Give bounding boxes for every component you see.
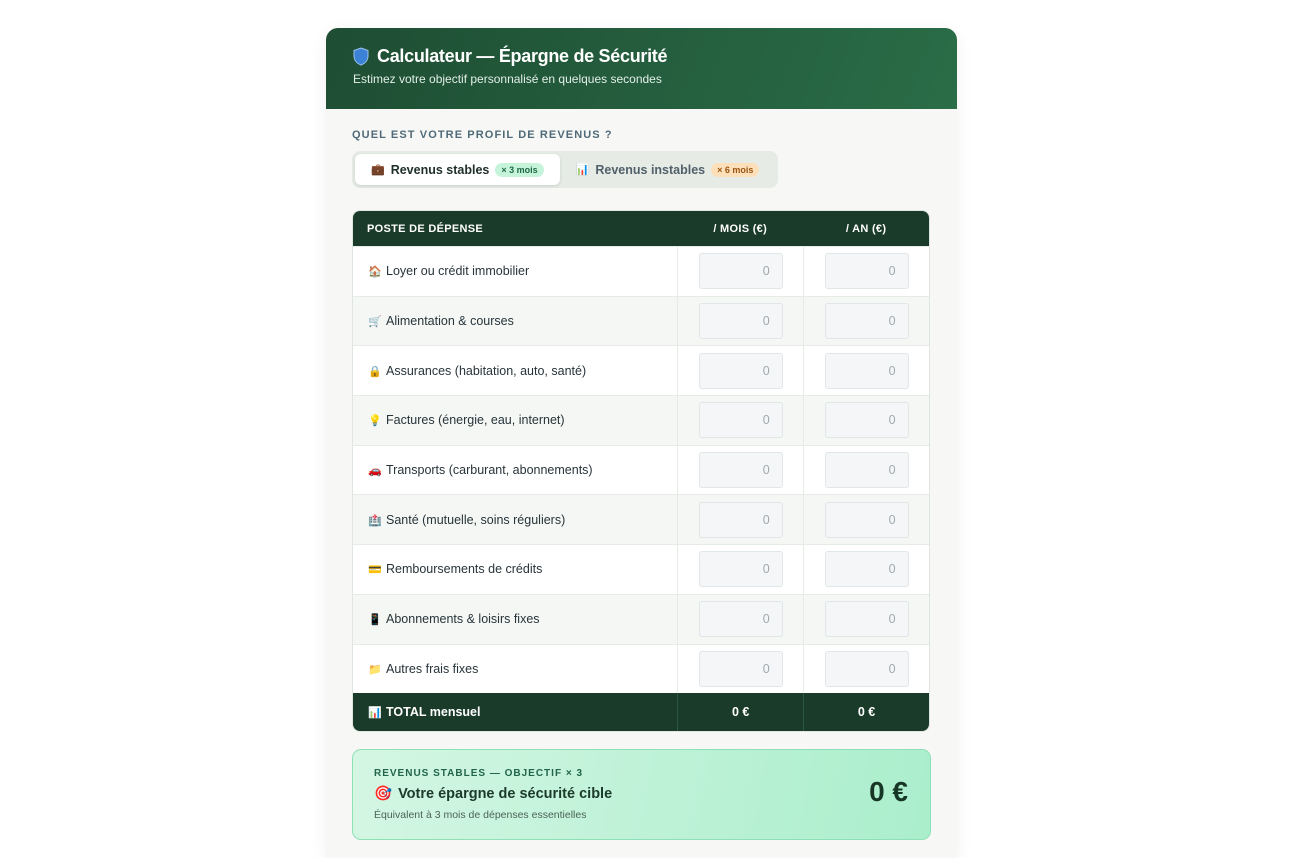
table-row: [353, 296, 929, 346]
result-title-text: Votre épargne de sécurité cible: [398, 785, 613, 802]
chart-icon: 📊: [368, 707, 382, 720]
page-subtitle: Estimez votre objectif personnalisé en quelques secondes: [353, 72, 662, 86]
profile-option-label: Revenus stables: [390, 162, 490, 177]
lightbulb-icon: 💡: [368, 415, 382, 428]
hospital-icon: 🏥: [368, 514, 382, 527]
yearly-input[interactable]: 0: [825, 353, 909, 389]
profile-option-stable[interactable]: [355, 154, 560, 185]
profile-label: QUEL EST VOTRE PROFIL DE REVENUS ?: [352, 129, 613, 141]
chart-icon: 📊: [575, 164, 590, 176]
folder-icon: 📁: [368, 663, 382, 676]
expense-label: Santé (mutuelle, soins réguliers): [386, 512, 566, 527]
phone-icon: 📱: [368, 614, 382, 627]
column-header-year: / AN (€): [803, 211, 929, 246]
target-icon: 🎯: [374, 786, 393, 803]
total-monthly: 0 €: [677, 693, 803, 731]
briefcase-icon: 💼: [371, 164, 385, 176]
monthly-input[interactable]: 0: [699, 303, 783, 339]
column-header-month: / MOIS (€): [677, 211, 803, 246]
monthly-input[interactable]: 0: [699, 551, 783, 587]
expense-label: Autres frais fixes: [386, 661, 479, 676]
yearly-input[interactable]: 0: [825, 253, 909, 289]
table-row: [353, 644, 929, 694]
yearly-input[interactable]: 0: [825, 651, 909, 687]
yearly-input[interactable]: 0: [825, 502, 909, 538]
total-row: [353, 693, 929, 731]
yearly-input[interactable]: 0: [825, 402, 909, 438]
house-icon: 🏠: [368, 266, 382, 279]
result-panel: [352, 749, 931, 840]
calculator-card: [326, 28, 957, 858]
result-kicker: REVENUS STABLES — OBJECTIF × 3: [374, 768, 584, 780]
monthly-input[interactable]: 0: [699, 601, 783, 637]
lock-icon: 🔒: [368, 365, 382, 378]
expense-label: Remboursements de crédits: [386, 562, 543, 577]
result-note: Équivalent à 3 mois de dépenses essentielles: [374, 809, 587, 822]
cart-icon: 🛒: [368, 316, 382, 329]
calculator-header: [326, 28, 957, 109]
monthly-input[interactable]: 0: [699, 402, 783, 438]
page-title: [353, 46, 930, 67]
monthly-input[interactable]: 0: [699, 452, 783, 488]
yearly-input[interactable]: 0: [825, 452, 909, 488]
credit-card-icon: 💳: [368, 564, 382, 577]
expense-label: Assurances (habitation, auto, santé): [386, 363, 587, 378]
title-text: Calculateur — Épargne de Sécurité: [377, 46, 668, 66]
monthly-input[interactable]: 0: [699, 502, 783, 538]
expense-label: Loyer ou crédit immobilier: [386, 264, 530, 279]
expense-table: [352, 210, 930, 732]
table-row: [353, 494, 929, 544]
monthly-input[interactable]: 0: [699, 651, 783, 687]
monthly-input[interactable]: 0: [699, 353, 783, 389]
result-amount: 0 €: [869, 776, 908, 808]
multiplier-badge: × 3 mois: [495, 163, 543, 177]
yearly-input[interactable]: 0: [825, 601, 909, 637]
expense-label: Alimentation & courses: [386, 314, 514, 329]
table-row: [353, 345, 929, 395]
result-title: [374, 785, 909, 802]
yearly-input[interactable]: 0: [825, 303, 909, 339]
car-icon: 🚗: [368, 465, 382, 478]
profile-option-label: Revenus instables: [595, 162, 706, 177]
column-header-expense: POSTE DE DÉPENSE: [353, 211, 677, 246]
table-row: [353, 445, 929, 495]
table-row: [353, 395, 929, 445]
shield-icon: [353, 47, 369, 66]
expense-label: Abonnements & loisirs fixes: [386, 612, 540, 627]
monthly-input[interactable]: 0: [699, 253, 783, 289]
table-row: [353, 544, 929, 594]
table-row: [353, 246, 929, 296]
total-label: TOTAL mensuel: [386, 705, 481, 720]
table-row: [353, 594, 929, 644]
multiplier-badge: × 6 mois: [711, 163, 759, 177]
yearly-input[interactable]: 0: [825, 551, 909, 587]
profile-option-unstable[interactable]: [560, 154, 776, 185]
expense-label: Factures (énergie, eau, internet): [386, 413, 565, 428]
expense-label: Transports (carburant, abonnements): [386, 463, 593, 478]
total-yearly: 0 €: [803, 693, 929, 731]
profile-toggle: [352, 151, 778, 188]
